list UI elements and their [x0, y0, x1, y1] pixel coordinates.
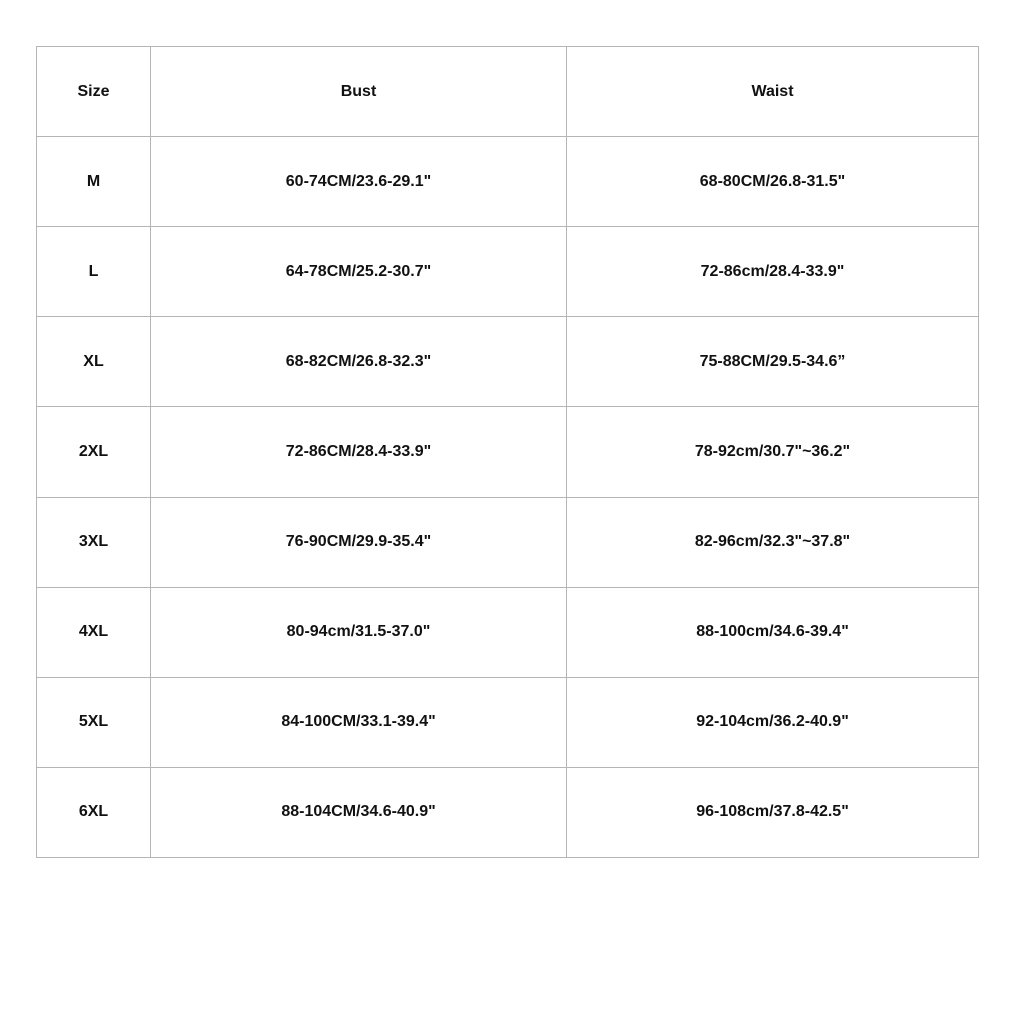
- waist-cell: 75-88CM/29.5-34.6”: [567, 317, 979, 407]
- size-cell: 3XL: [37, 497, 151, 587]
- waist-cell: 88-100cm/34.6-39.4": [567, 587, 979, 677]
- table-row: [37, 677, 979, 767]
- size-cell: 2XL: [37, 407, 151, 497]
- bust-cell: 68-82CM/26.8-32.3": [151, 317, 567, 407]
- table-row: [37, 227, 979, 317]
- table-row: [37, 407, 979, 497]
- bust-cell: 60-74CM/23.6-29.1": [151, 137, 567, 227]
- waist-cell: 68-80CM/26.8-31.5": [567, 137, 979, 227]
- waist-cell: 82-96cm/32.3"~37.8": [567, 497, 979, 587]
- header-row: [37, 47, 979, 137]
- size-cell: 4XL: [37, 587, 151, 677]
- size-cell: 5XL: [37, 677, 151, 767]
- table-row: [37, 587, 979, 677]
- bust-cell: 76-90CM/29.9-35.4": [151, 497, 567, 587]
- size-cell: 6XL: [37, 767, 151, 857]
- bust-cell: 80-94cm/31.5-37.0": [151, 587, 567, 677]
- size-cell: L: [37, 227, 151, 317]
- size-chart-table: [36, 46, 979, 858]
- table-row: [37, 137, 979, 227]
- bust-cell: 88-104CM/34.6-40.9": [151, 767, 567, 857]
- waist-cell: 92-104cm/36.2-40.9": [567, 677, 979, 767]
- waist-cell: 78-92cm/30.7"~36.2": [567, 407, 979, 497]
- header-bust: Bust: [151, 47, 567, 137]
- bust-cell: 64-78CM/25.2-30.7": [151, 227, 567, 317]
- waist-cell: 96-108cm/37.8-42.5": [567, 767, 979, 857]
- table-row: [37, 317, 979, 407]
- bust-cell: 84-100CM/33.1-39.4": [151, 677, 567, 767]
- table-row: [37, 767, 979, 857]
- size-cell: M: [37, 137, 151, 227]
- table-row: [37, 497, 979, 587]
- bust-cell: 72-86CM/28.4-33.9": [151, 407, 567, 497]
- header-size: Size: [37, 47, 151, 137]
- size-cell: XL: [37, 317, 151, 407]
- waist-cell: 72-86cm/28.4-33.9": [567, 227, 979, 317]
- header-waist: Waist: [567, 47, 979, 137]
